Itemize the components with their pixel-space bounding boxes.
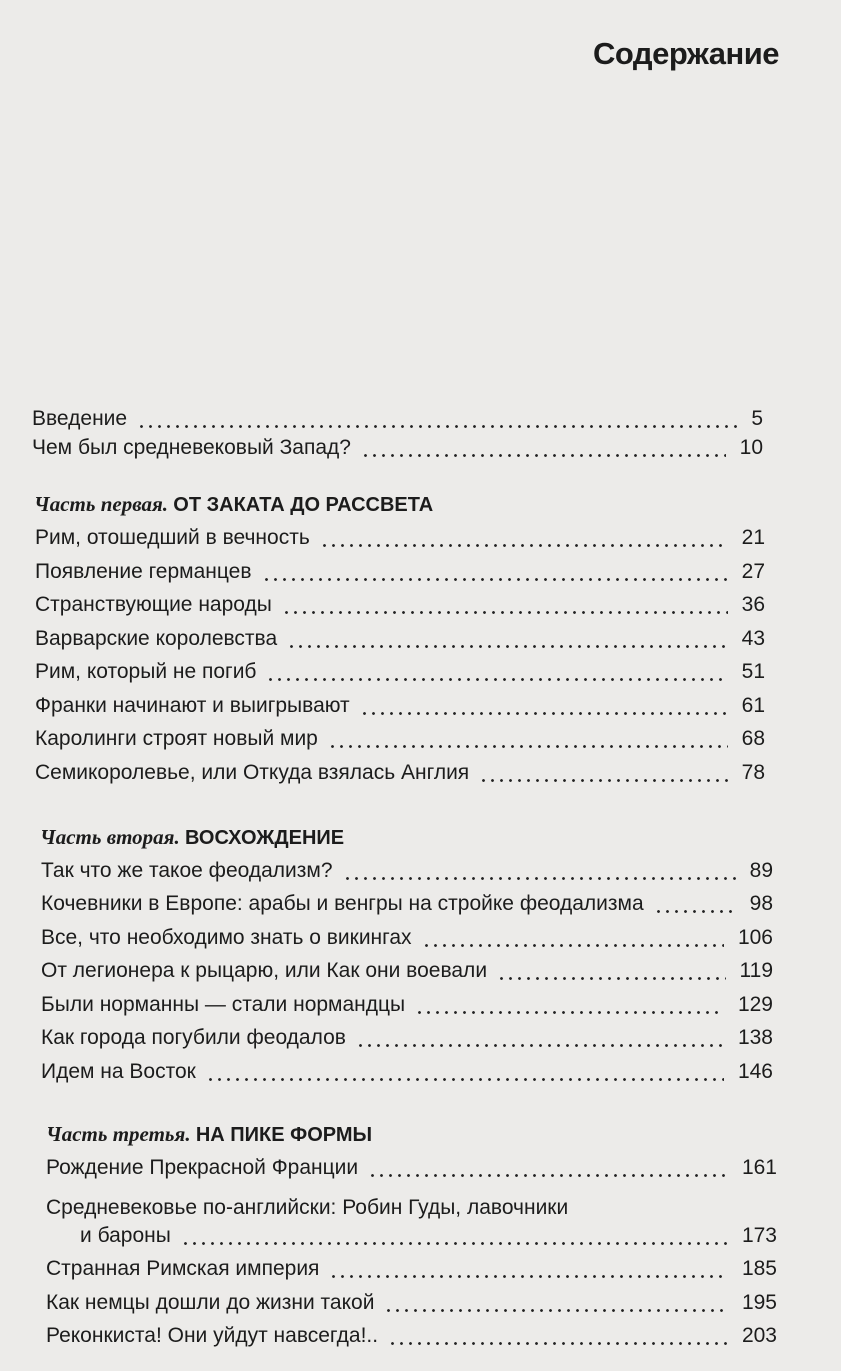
toc-entry [0, 757, 841, 791]
toc-entry-title: Реконкиста! Они уйдут навсегда!.. [46, 1324, 379, 1347]
leader-dots [497, 977, 726, 980]
toc-entry-title: Так что же такое феодализм? [41, 859, 333, 882]
toc-entry-title: Рим, отошедший в вечность [35, 526, 310, 549]
toc-entry-page: 5 [751, 407, 763, 430]
part-prefix: Часть третья. [46, 1122, 191, 1146]
leader-dots [328, 745, 728, 748]
toc-entry-title: Странная Римская империя [46, 1257, 320, 1280]
toc-entry-page: 161 [741, 1156, 777, 1179]
toc-entry-title: Рождение Прекрасной Франции [46, 1156, 359, 1179]
toc-entry-page: 146 [737, 1060, 773, 1083]
leader-dots [137, 425, 737, 428]
toc-entry-title: Идем на Восток [41, 1060, 196, 1083]
toc-entry-page: 106 [737, 926, 773, 949]
leader-dots [343, 877, 736, 880]
part-heading [40, 825, 344, 850]
toc-entry-page: 195 [741, 1291, 777, 1314]
toc-entry [0, 1152, 841, 1186]
toc-entry-title: Каролинги строят новый мир [35, 727, 318, 750]
toc-entry [0, 1196, 841, 1254]
leader-dots [360, 712, 728, 715]
toc-entry-title: Как немцы дошли до жизни такой [46, 1291, 375, 1314]
toc-entry-page: 203 [741, 1324, 777, 1347]
toc-entry-title: Рим, который не погиб [35, 660, 257, 683]
toc-entry [0, 1056, 841, 1090]
toc-entry-page: 21 [741, 526, 765, 549]
part-name: НА ПИКЕ ФОРМЫ [195, 1124, 373, 1146]
toc-entry-title: Были норманны — стали нормандцы [41, 993, 406, 1016]
leader-dots [181, 1242, 728, 1245]
toc-entry-page: 68 [741, 727, 765, 750]
toc-entry-page: 129 [737, 993, 773, 1016]
toc-entry [0, 690, 841, 724]
toc-entry-page: 98 [749, 892, 773, 915]
toc-entry-title: Как города погубили феодалов [41, 1026, 346, 1049]
toc-entry [0, 1022, 841, 1056]
toc-entry-page: 10 [739, 436, 763, 459]
toc-entry-page: 36 [741, 593, 765, 616]
toc-entry-title: Странствующие народы [35, 593, 272, 616]
toc-entry-page: 78 [741, 761, 765, 784]
toc-entry-title: Семикоролевье, или Откуда взялась Англия [35, 761, 470, 784]
toc-entry [0, 1253, 841, 1287]
toc-entry-page: 119 [739, 959, 773, 982]
toc-entry [0, 623, 841, 657]
toc-entry-page: 61 [741, 694, 765, 717]
leader-dots [287, 645, 728, 648]
toc-entry [0, 556, 841, 590]
toc-entry-page: 27 [741, 560, 765, 583]
part-prefix: Часть первая. [34, 492, 169, 516]
leader-dots [206, 1078, 724, 1081]
toc-entry [0, 989, 841, 1023]
leader-dots [262, 578, 728, 581]
toc-entry [0, 1320, 841, 1354]
part-heading [46, 1122, 372, 1147]
leader-dots [356, 1044, 724, 1047]
toc-entry [0, 855, 841, 889]
leader-dots [266, 678, 728, 681]
leader-dots [329, 1275, 728, 1278]
toc-entry-title: Чем был средневековый Запад? [32, 436, 351, 459]
toc-entry [0, 522, 841, 556]
toc-entry [0, 922, 841, 956]
leader-dots [282, 611, 728, 614]
part-name: ВОСХОЖДЕНИЕ [184, 827, 345, 849]
leader-dots [422, 944, 724, 947]
page-title: Содержание [593, 36, 779, 71]
toc-entry-title: Франки начинают и выигрывают [35, 694, 350, 717]
leader-dots [361, 454, 726, 457]
leader-dots [479, 779, 728, 782]
part-name: ОТ ЗАКАТА ДО РАССВЕТА [173, 494, 434, 516]
toc-entry-page: 173 [741, 1224, 777, 1247]
leader-dots [415, 1011, 724, 1014]
toc-entry-title-cont: и бароны [80, 1224, 171, 1247]
toc-entry [0, 1287, 841, 1321]
toc-entry [0, 432, 841, 466]
leader-dots [388, 1342, 728, 1345]
toc-entry [0, 656, 841, 690]
toc-entry-title: Варварские королевства [35, 627, 278, 650]
toc-entry [0, 589, 841, 623]
leader-dots [320, 544, 728, 547]
toc-entry-title: Кочевники в Европе: арабы и венгры на стройке феодализма [41, 892, 644, 915]
leader-dots [368, 1174, 728, 1177]
toc-entry-title: Появление германцев [35, 560, 252, 583]
toc-entry [0, 955, 841, 989]
part-prefix: Часть вторая. [40, 825, 180, 849]
toc-entry-title: Все, что необходимо знать о викингах [41, 926, 412, 949]
toc-entry-page: 185 [741, 1257, 777, 1280]
toc-entry-title: От легионера к рыцарю, или Как они воевали [41, 959, 488, 982]
part-heading [34, 492, 433, 517]
toc-entry-page: 89 [749, 859, 773, 882]
leader-dots [384, 1309, 728, 1312]
toc-entry-page: 43 [741, 627, 765, 650]
toc-entry [0, 723, 841, 757]
toc-entry-title: Введение [32, 407, 128, 430]
toc-entry-page: 51 [741, 660, 765, 683]
toc-entry-title: Средневековье по-английски: Робин Гуды, лавочники [46, 1196, 569, 1219]
toc-entry-page: 138 [737, 1026, 773, 1049]
toc-entry [0, 888, 841, 922]
